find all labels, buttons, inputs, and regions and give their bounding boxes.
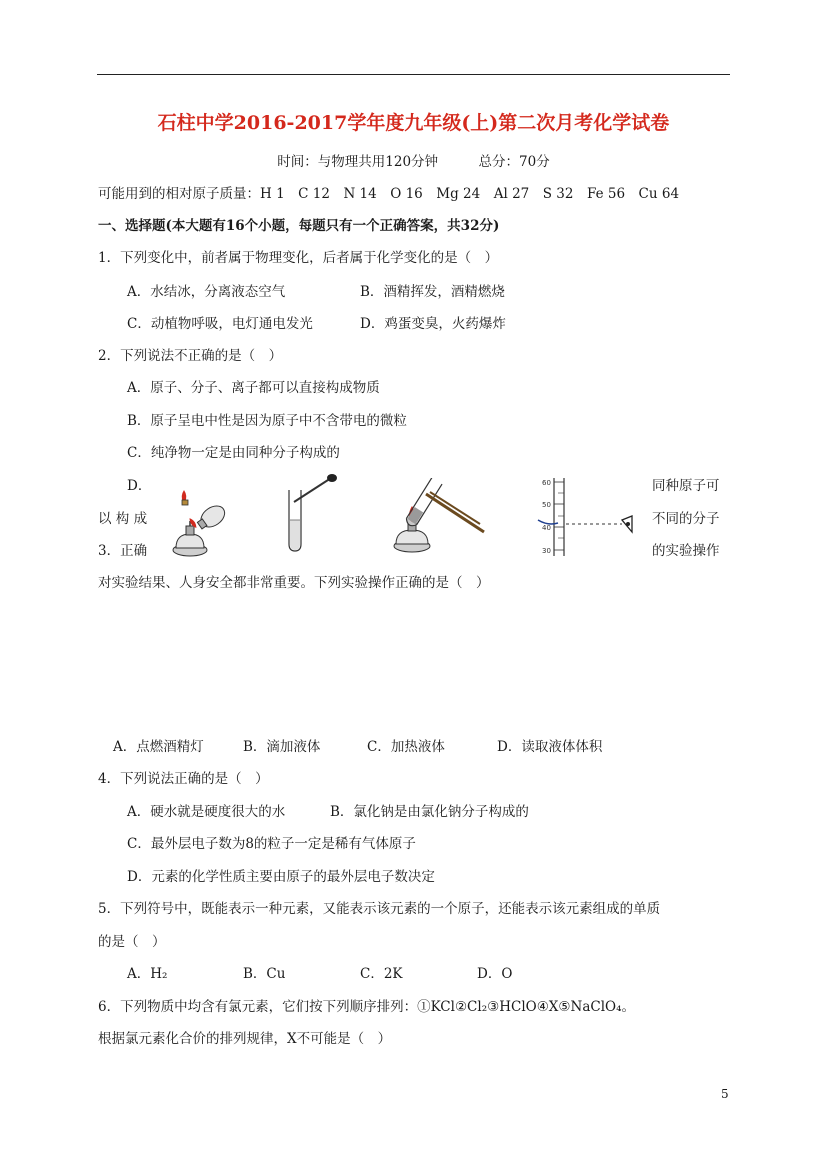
q4-option-a: A．硬水就是硬度很大的水 bbox=[127, 804, 286, 820]
q5-option-a: A．H₂ bbox=[127, 966, 168, 982]
atomic-mass-line: 可能用到的相对原子质量：H 1 C 12 N 14 O 16 Mg 24 Al 27 S 32 Fe 56 Cu 64 bbox=[98, 186, 680, 202]
q3-option-d: D．读取液体体积 bbox=[497, 739, 603, 755]
cylinder-tick-50: 50 bbox=[542, 501, 551, 509]
q3-option-c: C．加热液体 bbox=[367, 739, 445, 755]
q5-option-d: D．O bbox=[477, 966, 513, 982]
q4-stem: 4．下列说法正确的是（ ） bbox=[98, 771, 269, 787]
q2-option-d-text-left: 以 构 成 bbox=[98, 511, 148, 527]
q4-option-c: C．最外层电子数为8的粒子一定是稀有气体原子 bbox=[127, 836, 416, 852]
q2-option-d-text-right: 同种原子可 bbox=[652, 478, 720, 494]
q2-option-a: A．原子、分子、离子都可以直接构成物质 bbox=[127, 380, 380, 396]
heating-liquid-figure bbox=[390, 478, 488, 554]
q4-option-d: D．元素的化学性质主要由原子的最外层电子数决定 bbox=[127, 869, 435, 885]
q5-option-c: C．2K bbox=[360, 966, 403, 982]
q4-option-b: B．氯化钠是由氯化钠分子构成的 bbox=[330, 804, 529, 820]
q3-stem-right: 的实验操作 bbox=[652, 543, 720, 559]
graduated-cylinder-figure bbox=[528, 476, 644, 558]
q1-option-a: A．水结冰，分离液态空气 bbox=[127, 284, 286, 300]
q5-stem-line2: 的是（ ） bbox=[98, 934, 166, 950]
cylinder-tick-30: 30 bbox=[542, 547, 551, 555]
q3-stem-left: 3．正确 bbox=[98, 543, 148, 559]
cylinder-tick-40: 40 bbox=[542, 524, 551, 532]
q2-option-d-text-right2: 不同的分子 bbox=[652, 511, 720, 527]
q6-stem-line2: 根据氯元素化合价的排列规律，X不可能是（ ） bbox=[98, 1031, 392, 1047]
page-number: 5 bbox=[721, 1087, 729, 1101]
q2-option-b: B．原子呈电中性是因为原子中不含带电的微粒 bbox=[127, 413, 407, 429]
cylinder-tick-60: 60 bbox=[542, 479, 551, 487]
q2-option-d-label: D． bbox=[127, 478, 152, 494]
q6-stem: 6．下列物质中均含有氯元素，它们按下列顺序排列：①KCl②Cl₂③HClO④X⑤NaClO₄。 bbox=[98, 999, 636, 1015]
q2-option-c: C．纯净物一定是由同种分子构成的 bbox=[127, 445, 340, 461]
q1-option-d: D．鸡蛋变臭，火药爆炸 bbox=[360, 316, 506, 332]
dropper-test-tube-figure bbox=[282, 472, 346, 554]
time-info: 时间：与物理共用120分钟 总分：70分 bbox=[277, 154, 550, 170]
q3-option-a: A．点燃酒精灯 bbox=[113, 739, 204, 755]
alcohol-lamp-lighting-figure bbox=[170, 488, 232, 558]
q1-option-c: C．动植物呼吸，电灯通电发光 bbox=[127, 316, 313, 332]
q5-stem: 5．下列符号中，既能表示一种元素，又能表示该元素的一个原子，还能表示该元素组成的单质 bbox=[98, 901, 661, 917]
q1-option-b: B．酒精挥发，酒精燃烧 bbox=[360, 284, 505, 300]
header-rule bbox=[97, 74, 730, 75]
q3-option-b: B．滴加液体 bbox=[243, 739, 321, 755]
exam-title: 石柱中学2016-2017学年度九年级(上)第二次月考化学试卷 bbox=[157, 112, 670, 134]
q3-stem-line2: 对实验结果、人身安全都非常重要。下列实验操作正确的是（ ） bbox=[98, 575, 490, 591]
section1-heading: 一、选择题(本大题有16个小题，每题只有一个正确答案，共32分) bbox=[98, 218, 500, 234]
q1-stem: 1．下列变化中，前者属于物理变化，后者属于化学变化的是（ ） bbox=[98, 250, 499, 266]
q2-stem: 2．下列说法不正确的是（ ） bbox=[98, 348, 283, 364]
q5-option-b: B．Cu bbox=[243, 966, 286, 982]
